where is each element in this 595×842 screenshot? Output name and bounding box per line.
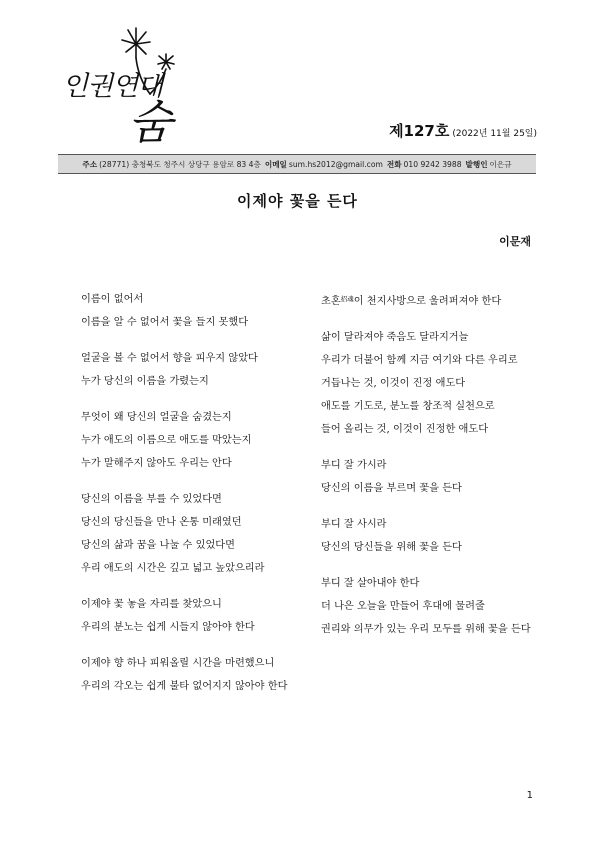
publisher-label: 발행인 <box>465 159 488 169</box>
poem-line <box>306 288 538 313</box>
logo-big-character: 숨 <box>128 95 173 149</box>
poem-line: 우리의 분노는 쉽게 시들지 않아야 한다 <box>81 622 255 633</box>
address-label: 주소 <box>82 159 98 169</box>
poem-line: 누가 당신의 이름을 가렸는지 <box>81 376 209 387</box>
poem-line: 무엇이 왜 당신의 얼굴을 숨겼는지 <box>81 412 232 423</box>
poem-line: 얼굴을 볼 수 없어서 향을 피우지 않았다 <box>81 353 258 364</box>
poem-author: 이문재 <box>499 235 531 248</box>
poem-line: 들어 올리는 것, 이것이 진정한 애도다 <box>321 424 489 435</box>
poem-line: 부디 잘 가시라 <box>321 460 387 471</box>
poem-line: 당신의 이름을 부를 수 있었다면 <box>81 494 222 505</box>
poem-line <box>306 618 538 641</box>
poem-title: 이제야 꽃을 든다 <box>237 192 358 210</box>
poem-line: 이름이 없어서 <box>81 294 144 305</box>
poem-line-text: 우리의 각오는 쉽게 불타 없어지지 않아야 한다 <box>81 681 288 692</box>
newsletter-logo <box>58 20 208 149</box>
hanja-annotation: 招魂 <box>340 295 354 303</box>
poem-right-column <box>306 288 538 641</box>
email-value[interactable]: sum.hs2012@gmail.com <box>288 159 383 169</box>
poem-line: 당신의 당신들을 만나 온통 미래였던 <box>81 517 242 528</box>
poem-line: 애도를 기도로, 분노를 창조적 실천으로 <box>321 401 495 412</box>
issue-info <box>389 120 537 141</box>
phone-label: 전화 <box>386 159 402 169</box>
contact-info-bar <box>58 154 536 174</box>
poem-line: 부디 잘 살아내야 한다 <box>321 578 420 589</box>
poem-line-text: 이 천지사방으로 울려퍼져야 한다 <box>353 296 502 307</box>
poem-line: 누가 말해주지 않아도 우리는 안다 <box>81 458 232 469</box>
poem-line-text: 초혼 <box>321 296 341 307</box>
poem-line: 이름을 알 수 없어서 꽃을 들지 못했다 <box>81 317 249 328</box>
poem-line <box>66 652 291 675</box>
email-label: 이메일 <box>264 159 287 169</box>
poem-line: 거듭나는 것, 이것이 진정 애도다 <box>321 378 466 389</box>
poem-line-text: 우리가 더불어 함께 지금 여기와 다른 우리로 <box>321 355 518 366</box>
logo-text: 인권연대 <box>62 71 163 102</box>
poem-line-text: 권리와 의무가 있는 우리 모두를 위해 꽃을 든다 <box>321 624 531 635</box>
poem-line <box>66 675 291 698</box>
poem-line: 삶이 달라져야 죽음도 달라지거늘 <box>321 332 469 343</box>
page-number: 1 <box>526 790 533 801</box>
poem-line: 당신의 이름을 부르며 꽃을 든다 <box>321 483 462 494</box>
poem-line: 우리 애도의 시간은 깊고 넓고 높았으리라 <box>81 563 265 574</box>
address-value: (28771) 충청북도 청주시 상당구 용암로 83 4층 <box>99 159 261 169</box>
poem-line: 이제야 꽃 놓을 자리를 찾았으니 <box>81 599 222 610</box>
issue-number: 제127호 <box>389 122 450 140</box>
poem-line: 당신의 삶과 꿈을 나눌 수 있었다면 <box>81 540 235 551</box>
issue-date: (2022년 11월 25일) <box>452 129 537 139</box>
poem-line: 부디 잘 사시라 <box>321 519 387 530</box>
poem-line: 더 나은 오늘을 만들어 후대에 물려줄 <box>321 601 485 612</box>
poem-line: 누가 애도의 이름으로 애도를 막았는지 <box>81 435 252 446</box>
poem-line: 당신의 당신들을 위해 꽃을 든다 <box>321 542 462 553</box>
poem-left-column <box>66 288 291 698</box>
poem-line-text: 이제야 향 하나 피워올릴 시간을 마련했으니 <box>81 658 275 669</box>
phone-value: 010 9242 3988 <box>403 159 462 169</box>
publisher-value: 이은규 <box>489 159 512 169</box>
poem-line <box>306 349 538 372</box>
